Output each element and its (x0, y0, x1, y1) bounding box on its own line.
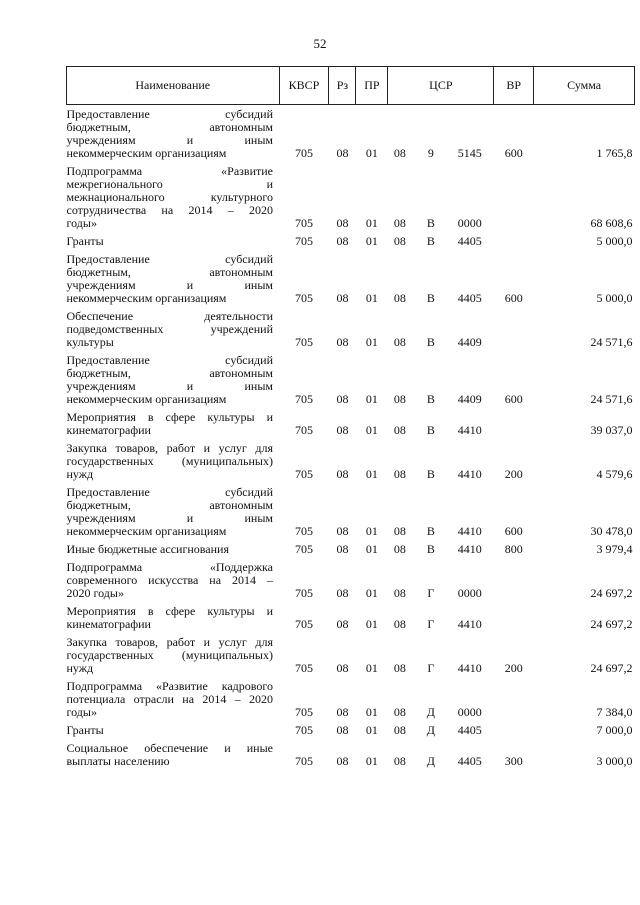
row-vr (494, 162, 534, 232)
row-vr: 300 (504, 754, 523, 768)
row-rz: 08 (336, 234, 349, 248)
row-csr (388, 232, 494, 250)
row-name-cell (67, 540, 280, 558)
row-vr (494, 677, 534, 721)
row-name-cell (67, 105, 280, 163)
row-csr-part1: 08 (393, 146, 406, 160)
table-row (67, 721, 635, 739)
row-csr-part2: В (426, 335, 435, 349)
row-name-line: межрегионального и (66, 177, 273, 191)
row-name-line: нужд (66, 661, 94, 675)
row-name (67, 354, 274, 406)
row-name (67, 680, 274, 719)
row-name (67, 486, 274, 538)
row-sum: 39 037,0 (590, 423, 633, 437)
row-csr-part2: В (426, 291, 435, 305)
row-pr: 01 (365, 423, 378, 437)
row-vr (494, 307, 534, 351)
row-name-line: культуры (66, 335, 114, 349)
row-kvsr: 705 (294, 146, 313, 160)
table-row (67, 540, 635, 558)
row-csr-part3: 4410 (457, 423, 482, 437)
row-name-line: государственных (муниципальных) (66, 648, 273, 662)
row-vr: 600 (504, 146, 523, 160)
row-csr-part2: Д (426, 754, 435, 768)
row-name-line: бюджетным, автономным (66, 498, 273, 512)
table-body (67, 105, 635, 771)
row-csr-part3: 4405 (457, 754, 482, 768)
row-pr: 01 (365, 661, 378, 675)
row-csr (388, 105, 494, 163)
table-header-row (67, 67, 635, 105)
row-csr-part1: 08 (393, 234, 406, 248)
row-sum: 5 000,0 (596, 291, 633, 305)
row-csr-part3: 0000 (457, 216, 482, 230)
row-name-line: потенциала отрасли на 2014 – 2020 (66, 692, 273, 706)
row-name (67, 636, 274, 675)
row-csr-part1: 08 (393, 467, 406, 481)
row-name-line: Гранты (66, 723, 104, 737)
header-csr: ЦСР (388, 67, 494, 105)
row-sum: 68 608,6 (590, 216, 633, 230)
row-rz: 08 (336, 586, 349, 600)
row-name (67, 235, 274, 248)
row-name-line: нужд (66, 467, 94, 481)
row-csr-part1: 08 (393, 754, 406, 768)
row-pr: 01 (365, 234, 378, 248)
row-pr: 01 (365, 754, 378, 768)
row-kvsr: 705 (294, 754, 313, 768)
table-row (67, 105, 635, 163)
row-rz: 08 (336, 661, 349, 675)
row-sum: 3 000,0 (596, 754, 633, 768)
row-csr (388, 558, 494, 602)
row-csr-part1: 08 (393, 335, 406, 349)
row-kvsr: 705 (294, 661, 313, 675)
row-name-line: Подпрограмма «Развитие кадрового (66, 679, 273, 693)
row-csr (388, 483, 494, 540)
row-name-line: годы» (66, 216, 97, 230)
table-row (67, 558, 635, 602)
row-name-line: 2020 годы» (66, 586, 124, 600)
row-name-cell (67, 633, 280, 677)
row-pr: 01 (365, 586, 378, 600)
header-sum: Сумма (534, 67, 635, 105)
row-vr (494, 602, 534, 633)
row-csr (388, 307, 494, 351)
row-rz: 08 (336, 291, 349, 305)
row-vr (494, 408, 534, 439)
row-sum: 30 478,0 (590, 524, 633, 538)
row-pr: 01 (365, 705, 378, 719)
row-sum: 7 000,0 (596, 723, 633, 737)
row-csr-part3: 0000 (457, 586, 482, 600)
table-row (67, 351, 635, 408)
row-name-line: учреждениям и иным (66, 133, 273, 147)
row-sum: 3 979,4 (596, 542, 633, 556)
row-vr: 600 (504, 392, 523, 406)
table-row (67, 633, 635, 677)
row-csr (388, 677, 494, 721)
row-kvsr: 705 (294, 524, 313, 538)
row-name (67, 543, 274, 556)
row-csr-part3: 4410 (457, 661, 482, 675)
row-csr (388, 721, 494, 739)
row-csr-part3: 4410 (457, 542, 482, 556)
header-vr: ВР (494, 67, 534, 105)
row-name (67, 605, 274, 631)
row-name-line: межнационального культурного (66, 190, 273, 204)
row-name-line: Мероприятия в сфере культуры и (66, 410, 273, 424)
row-csr-part3: 4410 (457, 467, 482, 481)
row-csr-part1: 08 (393, 291, 406, 305)
row-csr-part2: В (426, 423, 435, 437)
row-csr-part2: Д (426, 705, 435, 719)
row-vr: 600 (504, 524, 523, 538)
row-rz: 08 (336, 617, 349, 631)
row-rz: 08 (336, 754, 349, 768)
row-name-line: учреждениям и иным (66, 278, 273, 292)
row-csr-part2: В (426, 216, 435, 230)
row-name (67, 561, 274, 600)
header-pr: ПР (356, 67, 388, 105)
row-csr-part2: Г (427, 661, 435, 675)
row-name-cell (67, 307, 280, 351)
row-rz: 08 (336, 423, 349, 437)
table-row (67, 677, 635, 721)
row-name (67, 310, 274, 349)
row-name-line: учреждениям и иным (66, 511, 273, 525)
row-name (67, 165, 274, 230)
row-name (67, 724, 274, 737)
row-vr: 800 (504, 542, 523, 556)
row-csr-part2: В (426, 542, 435, 556)
row-csr-part3: 4410 (457, 524, 482, 538)
row-csr (388, 162, 494, 232)
row-vr (494, 721, 534, 739)
row-name-line: некоммерческим организациям (66, 524, 227, 538)
row-csr-part2: Г (427, 586, 435, 600)
row-name-line: подведомственных учреждений (66, 322, 273, 336)
row-rz: 08 (336, 146, 349, 160)
row-csr-part3: 4405 (457, 291, 482, 305)
row-pr: 01 (365, 723, 378, 737)
row-name-line: государственных (муниципальных) (66, 454, 273, 468)
row-csr (388, 439, 494, 483)
row-kvsr: 705 (294, 586, 313, 600)
row-csr-part3: 4409 (457, 335, 482, 349)
row-name-line: кинематографии (66, 617, 151, 631)
table-row (67, 162, 635, 232)
row-csr (388, 351, 494, 408)
row-sum: 7 384,0 (596, 705, 633, 719)
row-name (67, 411, 274, 437)
row-kvsr: 705 (294, 216, 313, 230)
header-rz: Рз (329, 67, 356, 105)
row-csr (388, 633, 494, 677)
row-name-cell (67, 483, 280, 540)
row-csr (388, 602, 494, 633)
row-name-cell (67, 351, 280, 408)
row-name-cell (67, 739, 280, 770)
header-kvsr: КВСР (279, 67, 329, 105)
row-csr-part1: 08 (393, 705, 406, 719)
row-csr-part1: 08 (393, 392, 406, 406)
row-csr-part2: В (426, 524, 435, 538)
row-csr-part2: Г (427, 617, 435, 631)
row-name-line: кинематографии (66, 423, 151, 437)
row-name-line: Предоставление субсидий (66, 107, 273, 121)
row-csr-part2: В (426, 392, 435, 406)
row-csr-part2: 9 (427, 146, 434, 160)
row-sum: 24 571,6 (590, 392, 633, 406)
row-name (67, 442, 274, 481)
row-name (67, 742, 274, 768)
row-name-line: некоммерческим организациям (66, 392, 227, 406)
row-pr: 01 (365, 467, 378, 481)
table-row (67, 408, 635, 439)
row-sum: 24 571,6 (590, 335, 633, 349)
row-name-line: Гранты (66, 234, 104, 248)
row-pr: 01 (365, 146, 378, 160)
row-name-line: Иные бюджетные ассигнования (66, 542, 229, 556)
row-csr-part3: 4410 (457, 617, 482, 631)
row-name-line: Подпрограмма «Поддержка (66, 560, 273, 574)
row-pr: 01 (365, 291, 378, 305)
row-name-line: Мероприятия в сфере культуры и (66, 604, 273, 618)
row-pr: 01 (365, 617, 378, 631)
row-name-line: Закупка товаров, работ и услуг для (66, 635, 273, 649)
row-kvsr: 705 (294, 705, 313, 719)
row-rz: 08 (336, 705, 349, 719)
row-csr-part1: 08 (393, 586, 406, 600)
row-csr-part1: 08 (393, 524, 406, 538)
row-csr-part3: 4405 (457, 234, 482, 248)
row-rz: 08 (336, 392, 349, 406)
row-vr: 200 (504, 467, 523, 481)
row-csr-part1: 08 (393, 661, 406, 675)
row-name-line: Закупка товаров, работ и услуг для (66, 441, 273, 455)
row-name-line: бюджетным, автономным (66, 120, 273, 134)
row-kvsr: 705 (294, 335, 313, 349)
table-row (67, 602, 635, 633)
row-kvsr: 705 (294, 542, 313, 556)
row-name-cell (67, 558, 280, 602)
row-kvsr: 705 (294, 723, 313, 737)
row-name-line: Предоставление субсидий (66, 353, 273, 367)
row-name-line: некоммерческим организациям (66, 291, 227, 305)
row-csr-part2: В (426, 467, 435, 481)
budget-table (66, 66, 635, 770)
row-sum: 24 697,2 (590, 661, 633, 675)
row-name-line: современного искусства на 2014 – (66, 573, 273, 587)
row-rz: 08 (336, 467, 349, 481)
row-name-line: выплаты населению (66, 754, 170, 768)
table-row (67, 307, 635, 351)
table-row (67, 739, 635, 770)
row-name-cell (67, 250, 280, 307)
row-pr: 01 (365, 542, 378, 556)
table-row (67, 439, 635, 483)
row-rz: 08 (336, 542, 349, 556)
row-vr (494, 558, 534, 602)
row-csr-part2: Д (426, 723, 435, 737)
row-csr-part1: 08 (393, 423, 406, 437)
row-sum: 4 579,6 (596, 467, 633, 481)
row-name-cell (67, 677, 280, 721)
row-csr-part3: 0000 (457, 705, 482, 719)
row-csr (388, 250, 494, 307)
row-kvsr: 705 (294, 423, 313, 437)
row-name-cell (67, 408, 280, 439)
row-name-line: Подпрограмма «Развитие (66, 164, 273, 178)
table-row (67, 250, 635, 307)
row-csr (388, 408, 494, 439)
row-csr-part1: 08 (393, 617, 406, 631)
row-sum: 5 000,0 (596, 234, 633, 248)
row-sum: 1 765,8 (596, 146, 633, 160)
row-name-line: бюджетным, автономным (66, 265, 273, 279)
row-csr-part1: 08 (393, 723, 406, 737)
row-kvsr: 705 (294, 617, 313, 631)
row-name-line: Обеспечение деятельности (66, 309, 273, 323)
row-kvsr: 705 (294, 234, 313, 248)
row-name-line: Социальное обеспечение и иные (66, 741, 273, 755)
header-name: Наименование (67, 67, 280, 105)
row-csr-part2: В (426, 234, 435, 248)
row-name-cell (67, 602, 280, 633)
table-row (67, 232, 635, 250)
row-kvsr: 705 (294, 291, 313, 305)
row-name-line: некоммерческим организациям (66, 146, 227, 160)
row-rz: 08 (336, 216, 349, 230)
row-name-line: Предоставление субсидий (66, 485, 273, 499)
row-vr: 600 (504, 291, 523, 305)
row-csr-part3: 5145 (457, 146, 482, 160)
row-csr (388, 540, 494, 558)
row-pr: 01 (365, 392, 378, 406)
row-rz: 08 (336, 335, 349, 349)
row-name-line: учреждениям и иным (66, 379, 273, 393)
row-csr (388, 739, 494, 770)
row-vr (494, 232, 534, 250)
row-csr-part1: 08 (393, 216, 406, 230)
row-sum: 24 697,2 (590, 617, 633, 631)
row-name-line: бюджетным, автономным (66, 366, 273, 380)
row-kvsr: 705 (294, 392, 313, 406)
row-name-cell (67, 232, 280, 250)
table-row (67, 483, 635, 540)
page-number: 52 (313, 36, 327, 51)
row-name (67, 253, 274, 305)
row-name-line: сотрудничества на 2014 – 2020 (66, 203, 273, 217)
row-pr: 01 (365, 216, 378, 230)
row-name-line: годы» (66, 705, 97, 719)
row-kvsr: 705 (294, 467, 313, 481)
row-name (67, 108, 274, 160)
row-name-line: Предоставление субсидий (66, 252, 273, 266)
row-rz: 08 (336, 524, 349, 538)
row-rz: 08 (336, 723, 349, 737)
row-name-cell (67, 439, 280, 483)
row-csr-part3: 4405 (457, 723, 482, 737)
row-sum: 24 697,2 (590, 586, 633, 600)
row-pr: 01 (365, 524, 378, 538)
row-vr: 200 (504, 661, 523, 675)
row-csr-part3: 4409 (457, 392, 482, 406)
row-csr-part1: 08 (393, 542, 406, 556)
row-pr: 01 (365, 335, 378, 349)
row-name-cell (67, 721, 280, 739)
row-name-cell (67, 162, 280, 232)
